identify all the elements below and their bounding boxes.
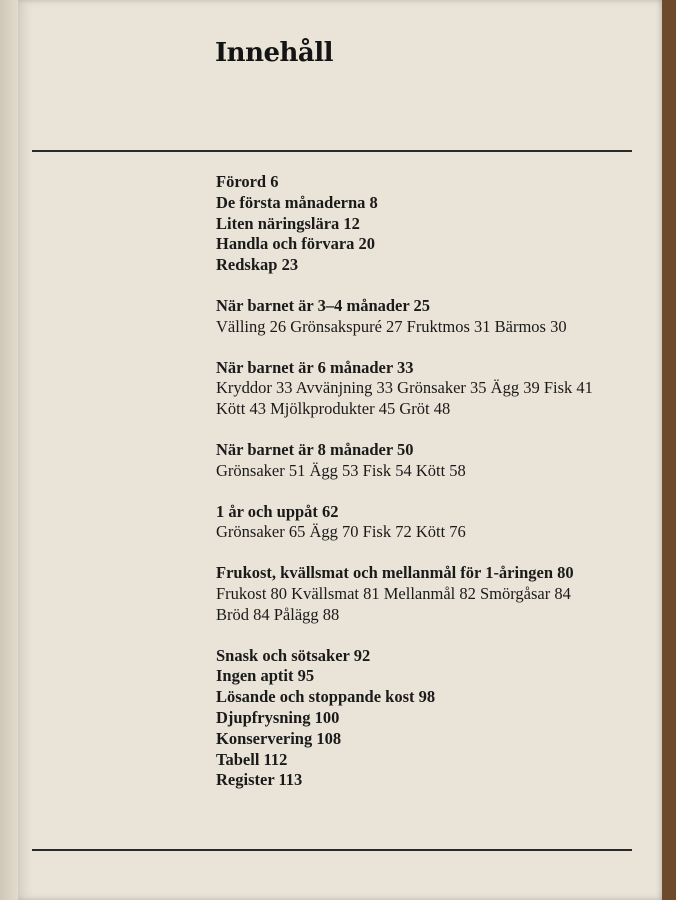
- toc-subentries: Grönsaker 51 Ägg 53 Fisk 54 Kött 58: [216, 460, 466, 480]
- toc-section: [216, 502, 636, 544]
- page-title: Innehåll: [215, 38, 334, 68]
- toc-entry: Tabell 112: [216, 749, 288, 769]
- book-page: [18, 0, 662, 900]
- toc-entry: Ingen aptit 95: [216, 666, 315, 686]
- toc-section-heading: När barnet är 8 månader 50: [216, 439, 414, 459]
- toc-entry: De första månaderna 8: [216, 192, 378, 212]
- toc-subentries: Bröd 84 Pålägg 88: [216, 604, 340, 624]
- facing-page-edge: [0, 0, 20, 900]
- toc-entry: Liten näringslära 12: [216, 213, 360, 233]
- bottom-divider: [32, 849, 632, 851]
- toc-intro-group: [216, 172, 636, 276]
- toc-section-heading: 1 år och uppåt 62: [216, 501, 339, 521]
- toc-subentries: Grönsaker 65 Ägg 70 Fisk 72 Kött 76: [216, 522, 466, 542]
- toc-subentries: Kryddor 33 Avvänjning 33 Grönsaker 35 Ägg 39 Fisk 41: [216, 378, 593, 398]
- toc-section-heading: När barnet är 3–4 månader 25: [216, 295, 431, 315]
- toc-section: [216, 296, 636, 338]
- toc-subentries: Kött 43 Mjölkprodukter 45 Gröt 48: [216, 399, 451, 419]
- top-divider: [32, 150, 632, 152]
- toc-section: [216, 563, 636, 625]
- toc-subentries: Frukost 80 Kvällsmat 81 Mellanmål 82 Smörgåsar 84: [216, 583, 571, 603]
- toc-entry: Djupfrysning 100: [216, 707, 340, 727]
- toc-entry: Förord 6: [216, 172, 279, 191]
- toc-subentries: Välling 26 Grönsakspuré 27 Fruktmos 31 Bärmos 30: [216, 316, 567, 336]
- toc-entry: Register 113: [216, 770, 303, 790]
- toc-section-heading: När barnet är 6 månader 33: [216, 357, 414, 377]
- table-of-contents: [216, 172, 636, 791]
- toc-entry: Konservering 108: [216, 728, 342, 748]
- toc-section: [216, 440, 636, 482]
- toc-entry: Redskap 23: [216, 255, 299, 275]
- toc-entry: Lösande och stoppande kost 98: [216, 687, 436, 707]
- toc-entry: Snask och sötsaker 92: [216, 645, 371, 665]
- toc-section-heading: Frukost, kvällsmat och mellanmål för 1-åringen 80: [216, 563, 574, 583]
- toc-outro-group: [216, 646, 636, 792]
- toc-entry: Handla och förvara 20: [216, 234, 376, 254]
- toc-section: [216, 358, 636, 420]
